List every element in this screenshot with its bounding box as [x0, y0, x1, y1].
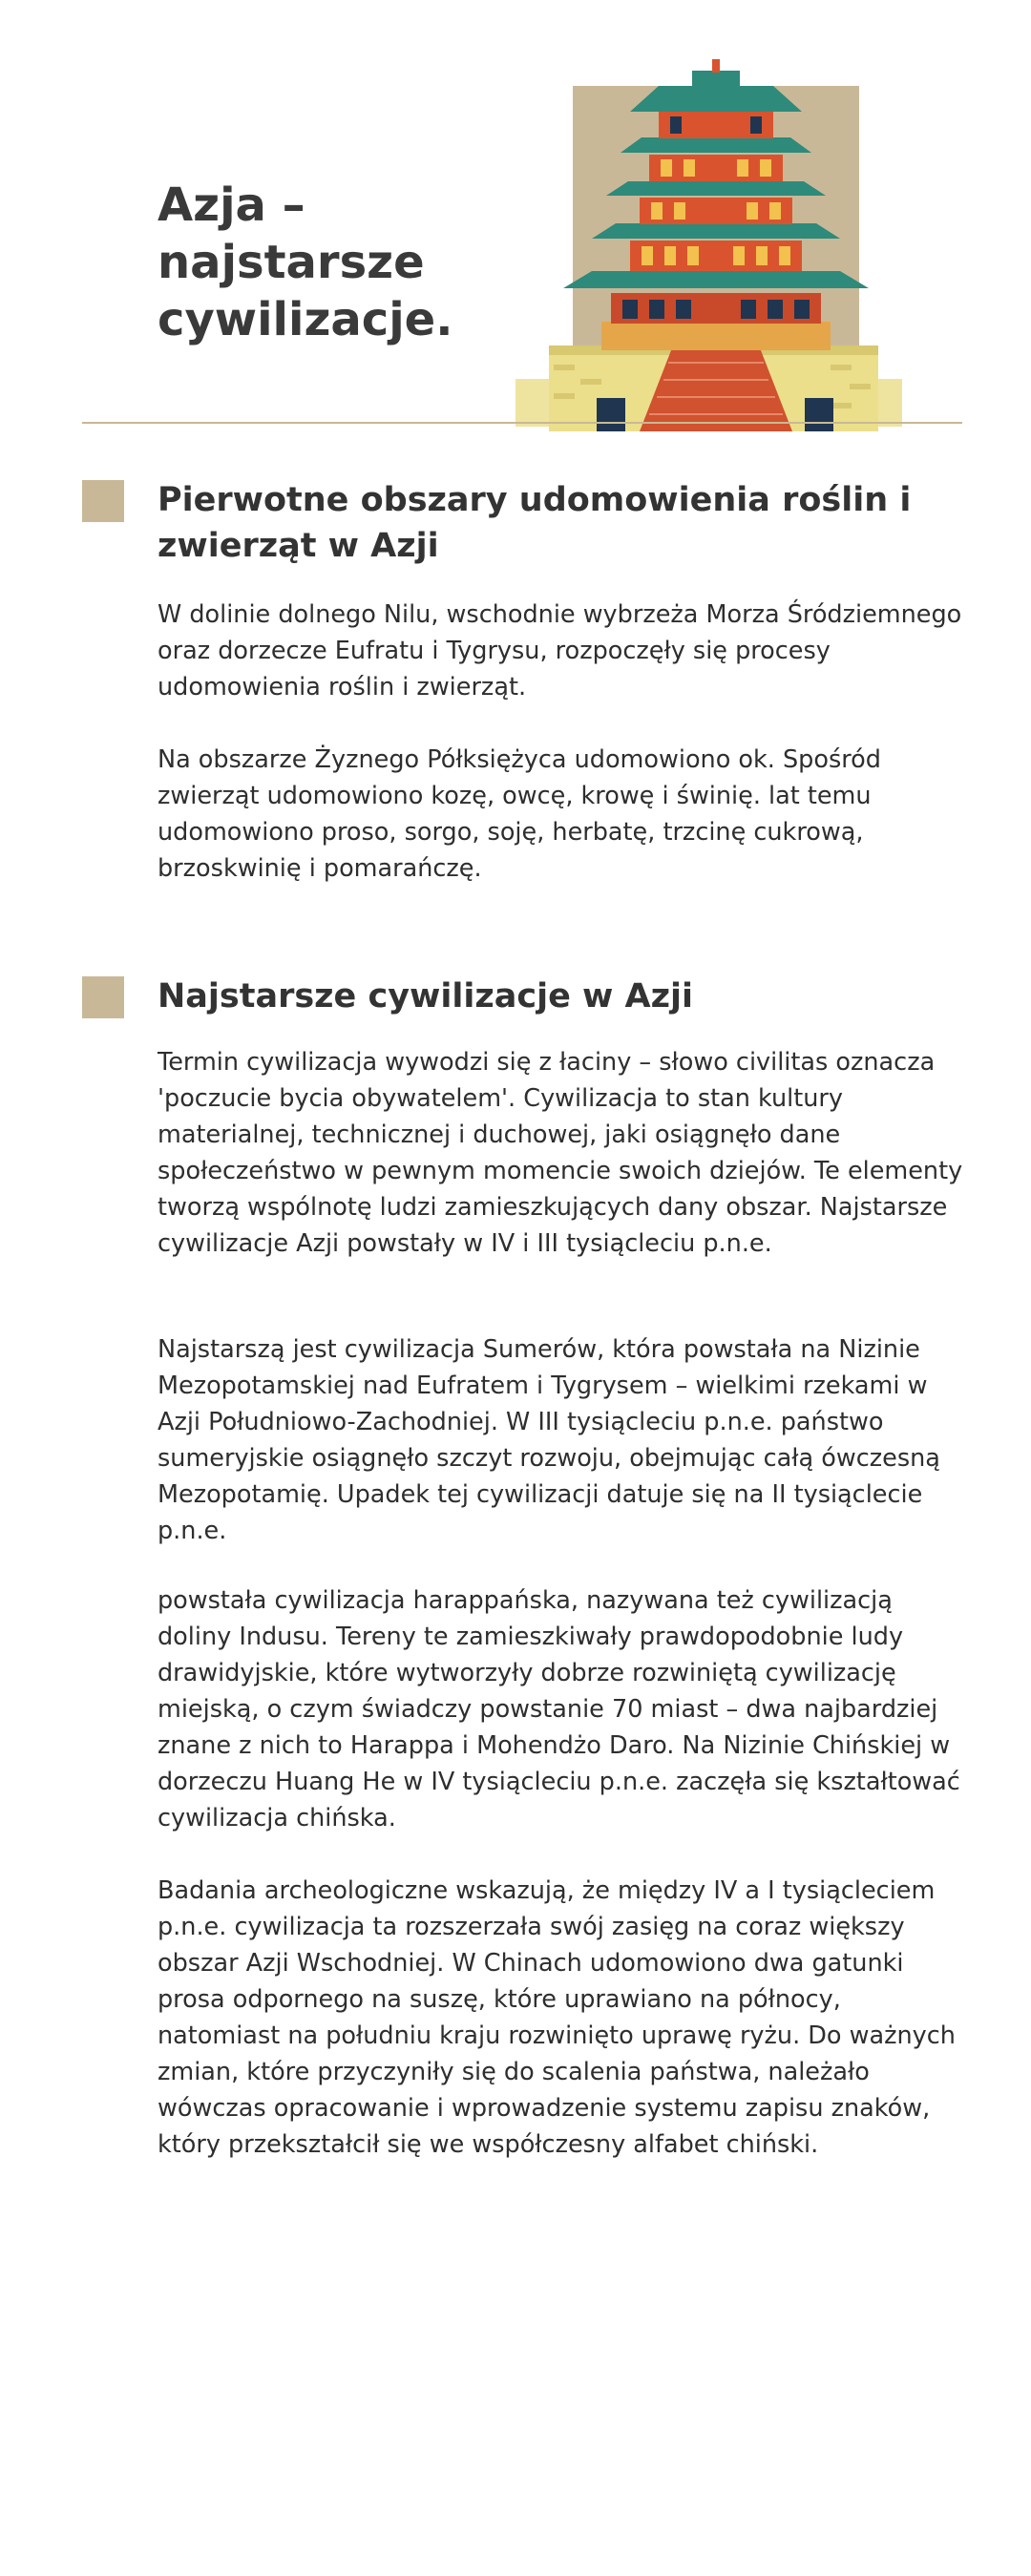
- paragraph: Badania archeologiczne wskazują, że między IV a I tysiącleciem p.n.e. cywilizacja ta rozszerzała swój zasięg na coraz większy obszar Azji Wschodniej. W Chinach udomowiono dwa gatunki prosa odpornego na suszę, które uprawiano na północy, natomiast na południu kraju rozwinięto uprawę ryżu. Do ważnych zmian, które przyczyniły się do scalenia państwa, należało wówczas opracowanie i wprowadzenie systemu zapisu znaków, który przekształcił się we współczesny alfabet chiński.: [158, 1876, 956, 2159]
- paragraph: Najstarszą jest cywilizacja Sumerów, która powstała na Nizinie Mezopotamskiej nad Eufratem i Tygrysem – wielkimi rzekami w Azji Południowo-Zachodniej. W III tysiącleciu p.n.e. państwo sumeryjskie osiągnęło szczyt rozwoju, obejmując całą ówczesną Mezopotamię. Upadek tej cywilizacji datuje się na II tysiąclecie p.n.e.: [158, 1335, 940, 1545]
- paragraph: W dolinie dolnego Nilu, wschodnie wybrzeża Morza Śródziemnego oraz dorzecze Eufratu i Tygrysu, rozpoczęły się procesy udomowienia roślin i zwierząt.: [158, 600, 962, 702]
- paragraph: Na obszarze Żyznego Półksiężyca udomowiono ok. Spośród zwierząt udomowiono kozę, owcę, krowę i świnię. lat temu udomowiono proso, sorgo, soję, herbatę, trzcinę cukrową, brzoskwinię i pomarańczę.: [158, 745, 881, 883]
- page-title: Azja – najstarsze cywilizacje.: [158, 178, 453, 346]
- section-title: Pierwotne obszary udomowienia roślin i zwierząt w Azji: [158, 481, 912, 565]
- header-divider: [82, 422, 962, 424]
- left-gate: [597, 398, 625, 431]
- section-marker: [82, 976, 124, 1018]
- section-title: Najstarsze cywilizacje w Azji: [158, 977, 693, 1016]
- paragraph: Termin cywilizacja wywodzi się z łaciny – słowo civilitas oznacza 'poczucie bycia obywatelem'. Cywilizacja to stan kultury materialnej, technicznej i duchowej, jaki osiągnęło dane społeczeństwo w pewnym momencie swoich dziejów. Te elementy tworzą wspólnotę ludzi zamieszkujących dany obszar. Najstarsze cywilizacje Azji powstały w IV i III tysiącleciu p.n.e.: [158, 1048, 963, 1258]
- pagoda-illustration: [496, 59, 916, 433]
- right-gate: [805, 398, 833, 431]
- section-marker: [82, 480, 124, 522]
- paragraph: powstała cywilizacja harappańska, nazywana też cywilizacją doliny Indusu. Tereny te zamieszkiwały prawdopodobnie ludy drawidyjskie, które wytworzyły dobrze rozwiniętą cywilizację miejską, o czym świadczy powstanie 70 miast – dwa najbardziej znane z nich to Harappa i Mohendżo Daro. Na Nizinie Chińskiej w dorzeczu Huang He w IV tysiącleciu p.n.e. zaczęła się kształtować cywilizacja chińska.: [158, 1586, 960, 1833]
